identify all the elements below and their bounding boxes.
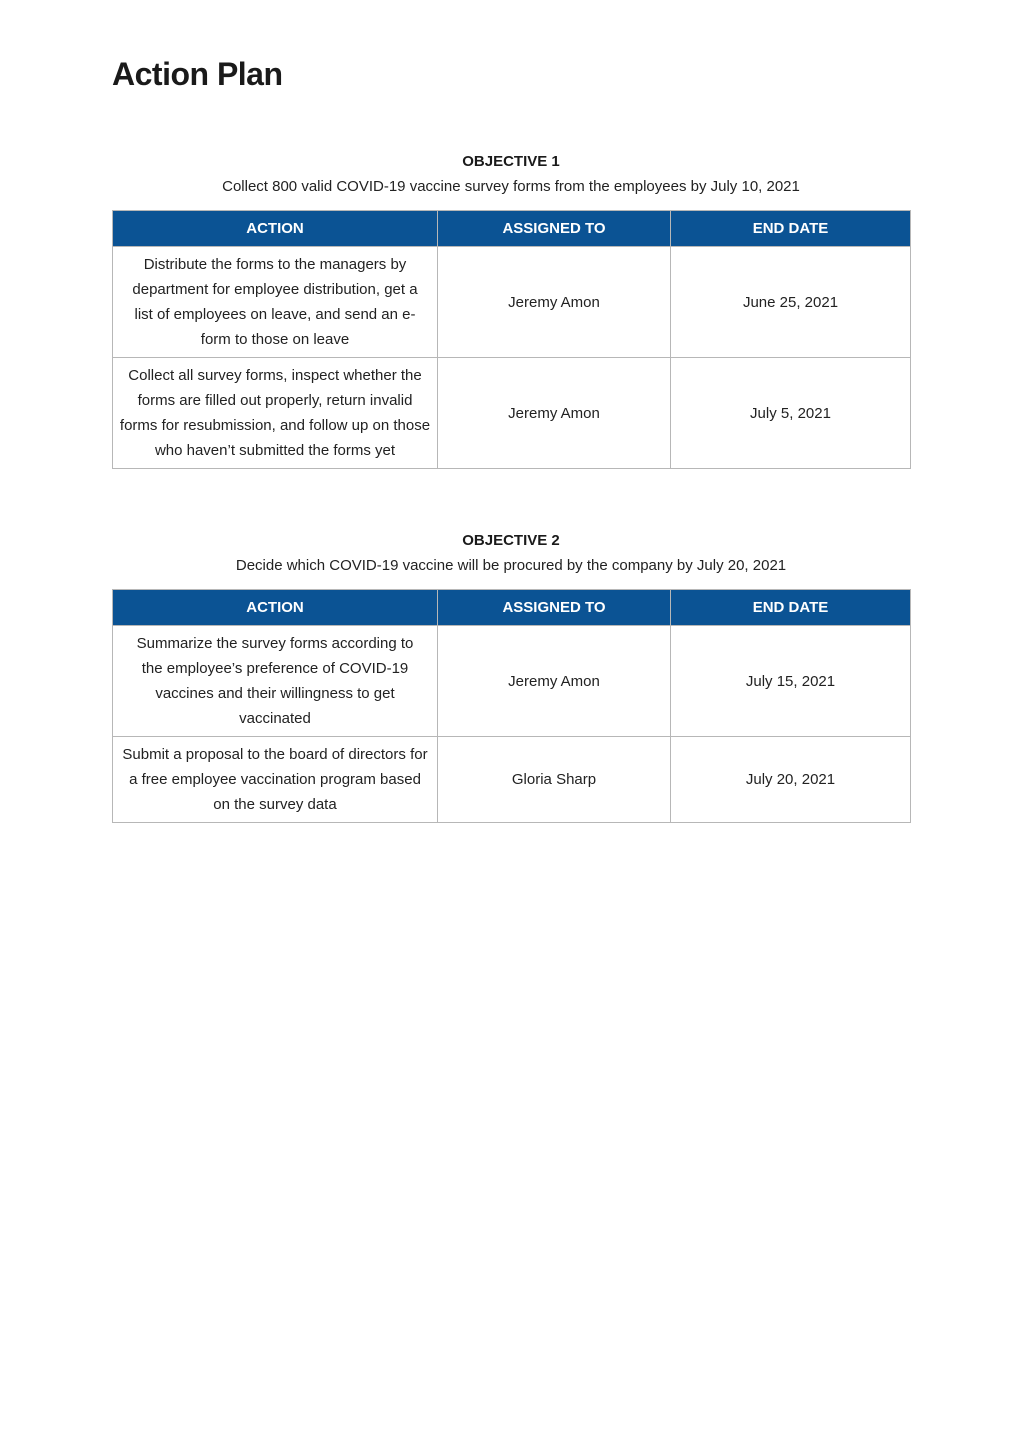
table-header-row xyxy=(113,590,911,626)
objective-2-heading: OBJECTIVE 2 xyxy=(462,532,560,549)
column-header-assigned-to: ASSIGNED TO xyxy=(438,211,671,247)
column-header-action: ACTION xyxy=(113,590,438,626)
column-header-end-date: END DATE xyxy=(671,590,911,626)
table-row xyxy=(113,626,911,737)
assigned-to-cell: Jeremy Amon xyxy=(438,247,671,358)
action-cell: Collect all survey forms, inspect whether the forms are filled out properly, return invalid forms for resubmission, and follow up on those who haven’t submitted the forms yet xyxy=(113,358,438,469)
end-date-cell: July 15, 2021 xyxy=(671,626,911,737)
objective-1-heading: OBJECTIVE 1 xyxy=(462,153,560,170)
assigned-to-cell: Jeremy Amon xyxy=(438,358,671,469)
assigned-to-cell: Gloria Sharp xyxy=(438,737,671,823)
table-row xyxy=(113,247,911,358)
end-date-cell: July 5, 2021 xyxy=(671,358,911,469)
column-header-action: ACTION xyxy=(113,211,438,247)
assigned-to-cell: Jeremy Amon xyxy=(438,626,671,737)
page-title: Action Plan xyxy=(112,56,283,92)
action-cell: Summarize the survey forms according to the employee’s preference of COVID-19 vaccines and their willingness to get vaccinated xyxy=(113,626,438,737)
table-row xyxy=(113,737,911,823)
action-cell: Distribute the forms to the managers by department for employee distribution, get a list of employees on leave, and send an e-form to those on leave xyxy=(113,247,438,358)
objective-1-section xyxy=(112,152,910,469)
column-header-assigned-to: ASSIGNED TO xyxy=(438,590,671,626)
end-date-cell: June 25, 2021 xyxy=(671,247,911,358)
objective-1-description: Collect 800 valid COVID-19 vaccine survey forms from the employees by July 10, 2021 xyxy=(222,178,800,195)
column-header-end-date: END DATE xyxy=(671,211,911,247)
end-date-cell: July 20, 2021 xyxy=(671,737,911,823)
table-header-row xyxy=(113,211,911,247)
objective-2-description: Decide which COVID-19 vaccine will be procured by the company by July 20, 2021 xyxy=(235,557,787,574)
objective-1-table xyxy=(112,210,911,469)
objective-2-section xyxy=(112,531,910,823)
action-cell: Submit a proposal to the board of directors for a free employee vaccination program based on the survey data xyxy=(113,737,438,823)
objective-2-table xyxy=(112,589,911,823)
table-row xyxy=(113,358,911,469)
